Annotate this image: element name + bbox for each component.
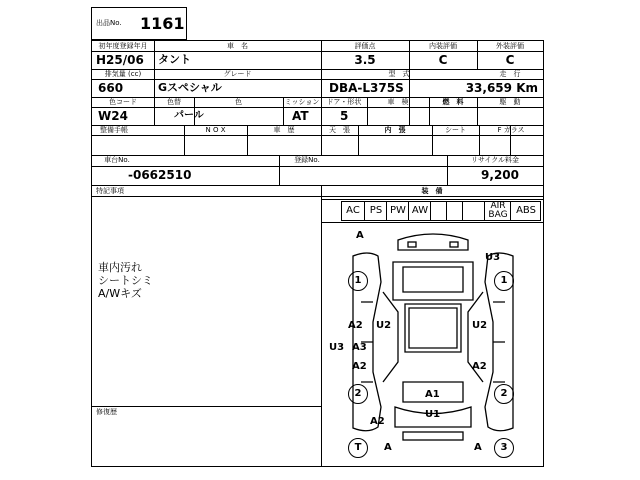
value-displacement: 660 — [98, 81, 124, 95]
damage-mark: U2 — [472, 320, 488, 331]
label-exterior: 外装評価 — [496, 42, 524, 50]
equip-pw: PW — [386, 202, 409, 220]
damage-mark: A1 — [425, 389, 440, 400]
label-history: 車 歴 — [273, 126, 295, 134]
equip-abs: ABS — [510, 202, 541, 220]
label-fuel: 燃 料 — [442, 98, 464, 106]
label-name: 車 名 — [227, 42, 248, 50]
tire-front-left: 1 — [348, 271, 368, 291]
label-year: 初年度登録年月 — [98, 42, 148, 50]
value-interior-grade: C — [438, 53, 448, 67]
equipment-row — [341, 201, 541, 221]
label-transmission: ミッション — [284, 98, 320, 106]
label-reg: 登録No. — [294, 156, 320, 164]
tire-front-right: 1 — [494, 271, 514, 291]
label-nox: N O X — [205, 126, 226, 134]
label-color: 色 — [235, 98, 242, 106]
label-seat: シート — [445, 126, 466, 134]
lot-label: 出品No. — [96, 19, 122, 27]
label-chassis: 車台No. — [104, 156, 130, 164]
equip-blank — [430, 202, 447, 220]
label-sunroof: 天 張 — [329, 126, 350, 134]
label-doors: ドア・形状 — [326, 98, 362, 106]
tire-spare: T — [348, 438, 368, 458]
label-inspection: 車 検 — [387, 98, 409, 106]
value-transmission: AT — [292, 109, 309, 123]
tire-extra: 3 — [494, 438, 514, 458]
value-color-code: W24 — [98, 109, 128, 123]
value-model-code: DBA-L375S — [329, 81, 404, 95]
value-year: H25/06 — [96, 53, 144, 67]
label-color-code: 色コード — [109, 98, 137, 106]
notes-list — [98, 261, 298, 300]
label-repair: 修復歴 — [96, 408, 117, 416]
value-grade: Gスペシャル — [158, 81, 222, 94]
damage-mark: A2 — [352, 361, 367, 372]
label-recycle: リサイクル料金 — [470, 156, 520, 164]
note-item: 車内汚れ — [98, 261, 142, 274]
value-score: 3.5 — [354, 53, 376, 67]
damage-mark: U3 — [485, 252, 501, 263]
damage-mark: A — [384, 442, 392, 453]
label-equipment: 装 備 — [421, 187, 443, 195]
value-color: パール — [174, 110, 204, 121]
value-exterior-grade: C — [505, 53, 515, 67]
lot-number: 1161 — [140, 14, 185, 33]
value-doors: 5 — [340, 109, 349, 123]
damage-mark: A3 — [352, 342, 367, 353]
equip-ps: PS — [364, 202, 387, 220]
damage-mark: U1 — [425, 409, 441, 420]
damage-mark: U3 — [329, 342, 345, 353]
label-score: 評価点 — [354, 42, 376, 50]
damage-mark: A — [356, 230, 364, 241]
damage-mark: A2 — [370, 416, 385, 427]
label-manual: 整備手帳 — [100, 126, 128, 134]
label-interior: 内装評価 — [429, 42, 457, 50]
value-chassis-no: -0662510 — [128, 168, 192, 182]
value-mileage: 33,659 Km — [465, 81, 538, 95]
note-item: シートシミ — [98, 274, 153, 287]
label-drive: 駆 動 — [499, 98, 521, 106]
label-displacement: 排気量 (cc) — [104, 70, 142, 78]
damage-mark: A — [474, 442, 482, 453]
damage-mark: A2 — [348, 320, 363, 331]
tire-rear-right: 2 — [494, 384, 514, 404]
damage-mark: A2 — [472, 361, 487, 372]
label-model: 型 式 — [388, 70, 410, 78]
label-color-type: 色替 — [167, 98, 181, 106]
label-mileage: 走 行 — [499, 70, 521, 78]
tire-rear-left: 2 — [348, 384, 368, 404]
equip-aw: AW — [408, 202, 431, 220]
equip-ac: AC — [346, 205, 360, 216]
equip-airbag: AIR BAG — [484, 202, 511, 220]
equip-blank — [462, 202, 485, 220]
note-item: A/Wキズ — [98, 287, 142, 300]
value-recycle-fee: 9,200 — [481, 168, 519, 182]
lot-number-box — [91, 7, 187, 40]
equip-blank — [446, 202, 463, 220]
damage-mark: U2 — [376, 320, 392, 331]
label-grade: グレード — [223, 70, 252, 78]
label-notes: 特記事項 — [96, 187, 124, 195]
label-interior2: 内 張 — [384, 126, 406, 134]
value-name: タント — [158, 53, 191, 66]
label-f-glass: F ガラス — [497, 126, 525, 134]
